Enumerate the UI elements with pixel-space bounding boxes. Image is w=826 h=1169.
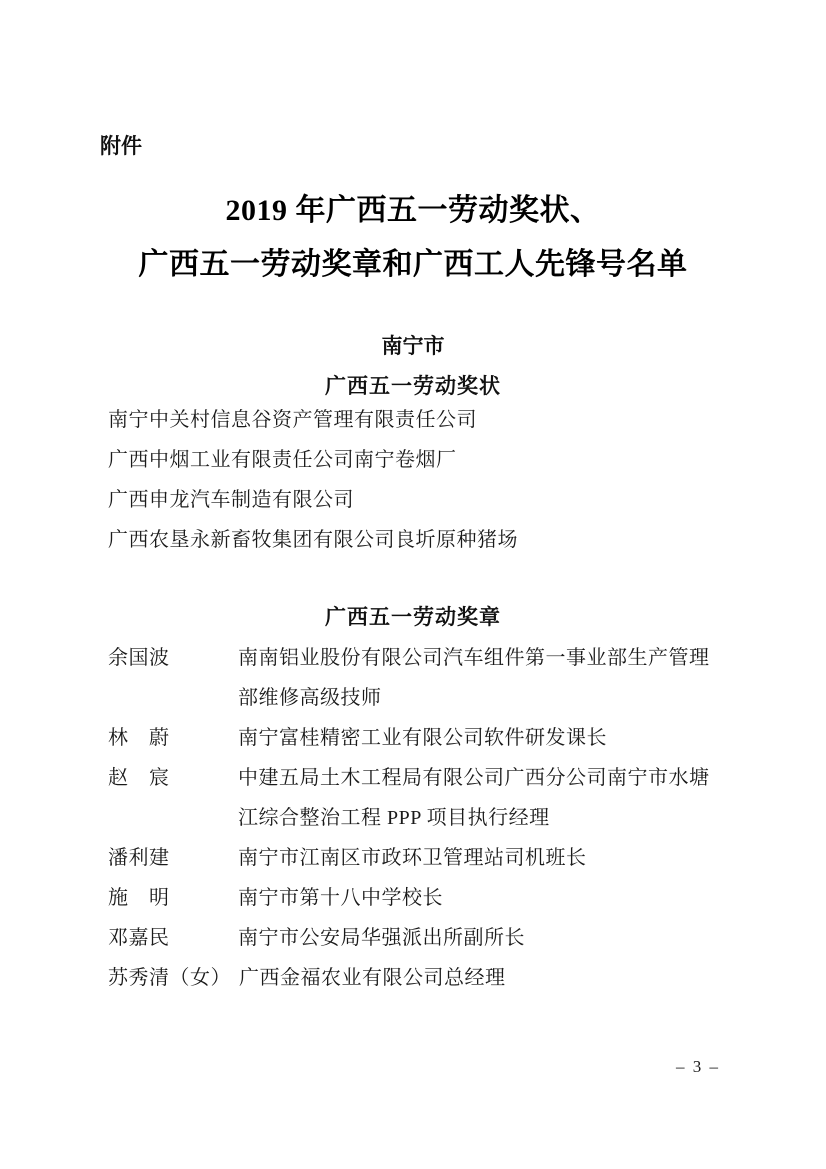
recipient-name: 潘利建: [108, 847, 170, 869]
recipient-name: 施 明: [108, 887, 170, 909]
recipient-position: 南宁富桂精密工业有限公司软件研发课长: [238, 727, 607, 749]
recipient-name: 林 蔚: [108, 727, 170, 749]
section-heading-medal: 广西五一劳动奖章: [325, 606, 501, 629]
recipient-position: 广西金福农业有限公司总经理: [239, 967, 506, 989]
company-list-item: 南宁中关村信息谷资产管理有限责任公司: [108, 409, 477, 431]
section-heading-certificate: 广西五一劳动奖状: [325, 375, 501, 398]
recipient-row: [108, 718, 728, 758]
company-list-item: 广西申龙汽车制造有限公司: [108, 489, 354, 511]
recipient-row: [108, 758, 728, 838]
company-list-item: 广西中烟工业有限责任公司南宁卷烟厂: [108, 449, 457, 471]
certificate-company-list: [108, 400, 728, 560]
recipient-position: 南宁市公安局华强派出所副所长: [238, 927, 525, 949]
recipient-position: 南南铝业股份有限公司汽车组件第一事业部生产管理部维修高级技师: [238, 647, 710, 709]
recipient-position: 南宁市江南区市政环卫管理站司机班长: [238, 847, 587, 869]
document-title: [0, 184, 826, 292]
recipient-row: [108, 918, 728, 958]
document-title-line2: 广西五一劳动奖章和广西工人先锋号名单: [138, 248, 688, 281]
recipient-row: [108, 638, 728, 718]
recipient-name: 余国波: [108, 647, 170, 669]
recipient-row: [108, 878, 728, 918]
page-number: – 3 –: [676, 1057, 718, 1076]
recipient-row: [108, 838, 728, 878]
recipient-name: 邓嘉民: [108, 927, 170, 949]
document-title-line1: 2019 年广西五一劳动奖状、: [225, 194, 601, 227]
medal-recipient-list: [108, 638, 728, 998]
company-list-item: 广西农垦永新畜牧集团有限公司良圻原种猪场: [108, 529, 518, 551]
recipient-position: 中建五局土木工程局有限公司广西分公司南宁市水塘江综合整治工程 PPP 项目执行经理: [238, 767, 710, 829]
city-heading: 南宁市: [381, 335, 445, 358]
recipient-position: 南宁市第十八中学校长: [238, 887, 443, 909]
recipient-name: 苏秀清（女）: [108, 967, 231, 989]
attachment-label: 附件: [100, 135, 142, 158]
recipient-name: 赵 宸: [108, 767, 170, 789]
recipient-row: [108, 958, 728, 998]
